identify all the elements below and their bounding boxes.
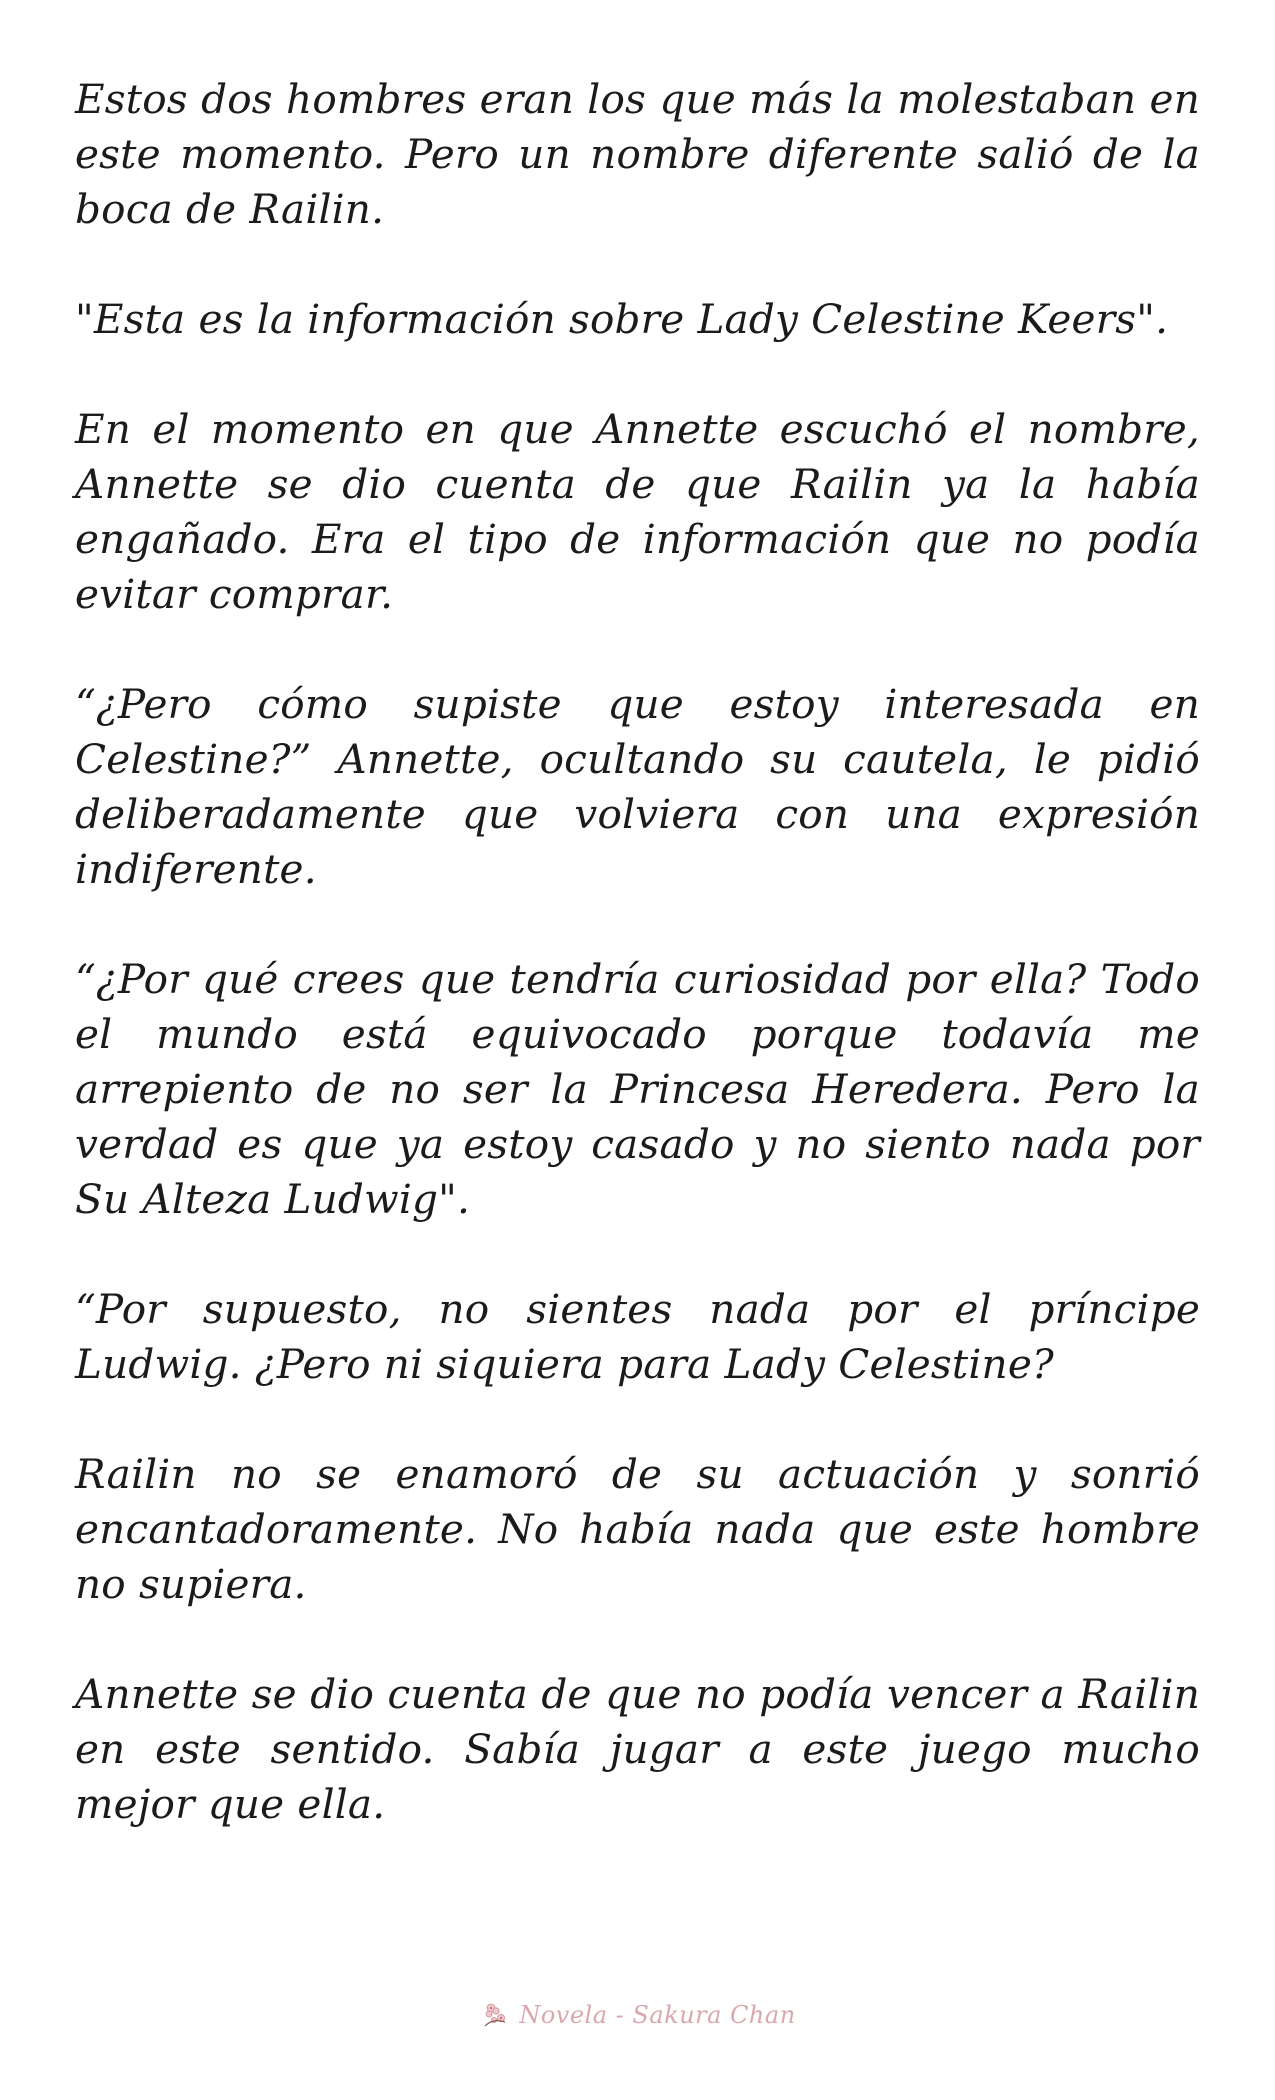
watermark [0,1998,1275,2032]
document-body [75,72,1200,1887]
paragraph-7: Railin no se enamoró de su actuación y sonrió encantadoramente. No había nada que este hombre no supiera. [75,1450,1200,1608]
paragraph-2: "Esta es la información sobre Lady Celestine Keers". [75,295,1169,343]
paragraph-8: Annette se dio cuenta de que no podía vencer a Railin en este sentido. Sabía jugar a este juego mucho mejor que ella. [75,1670,1200,1828]
paragraph-5: “¿Por qué crees que tendría curiosidad por ella? Todo el mundo está equivocado porque todavía me arrepiento de no ser la Princesa Heredera. Pero la verdad es que ya estoy casado y no siento nada por Su Alteza Ludwig". [75,955,1200,1223]
sakura-blossom-icon [479,1998,513,2032]
paragraph-1: Estos dos hombres eran los que más la molestaban en este momento. Pero un nombre diferente salió de la boca de Railin. [75,75,1200,233]
watermark-text: Novela - Sakura Chan [519,2001,796,2029]
paragraph-3: En el momento en que Annette escuchó el nombre, Annette se dio cuenta de que Railin ya la había engañado. Era el tipo de información que no podía evitar comprar. [75,405,1200,618]
paragraph-4: “¿Pero cómo supiste que estoy interesada en Celestine?” Annette, ocultando su cautela, le pidió deliberadamente que volviera con una expresión indiferente. [75,680,1200,893]
paragraph-6: “Por supuesto, no sientes nada por el príncipe Ludwig. ¿Pero ni siquiera para Lady Celestine? [75,1285,1200,1388]
